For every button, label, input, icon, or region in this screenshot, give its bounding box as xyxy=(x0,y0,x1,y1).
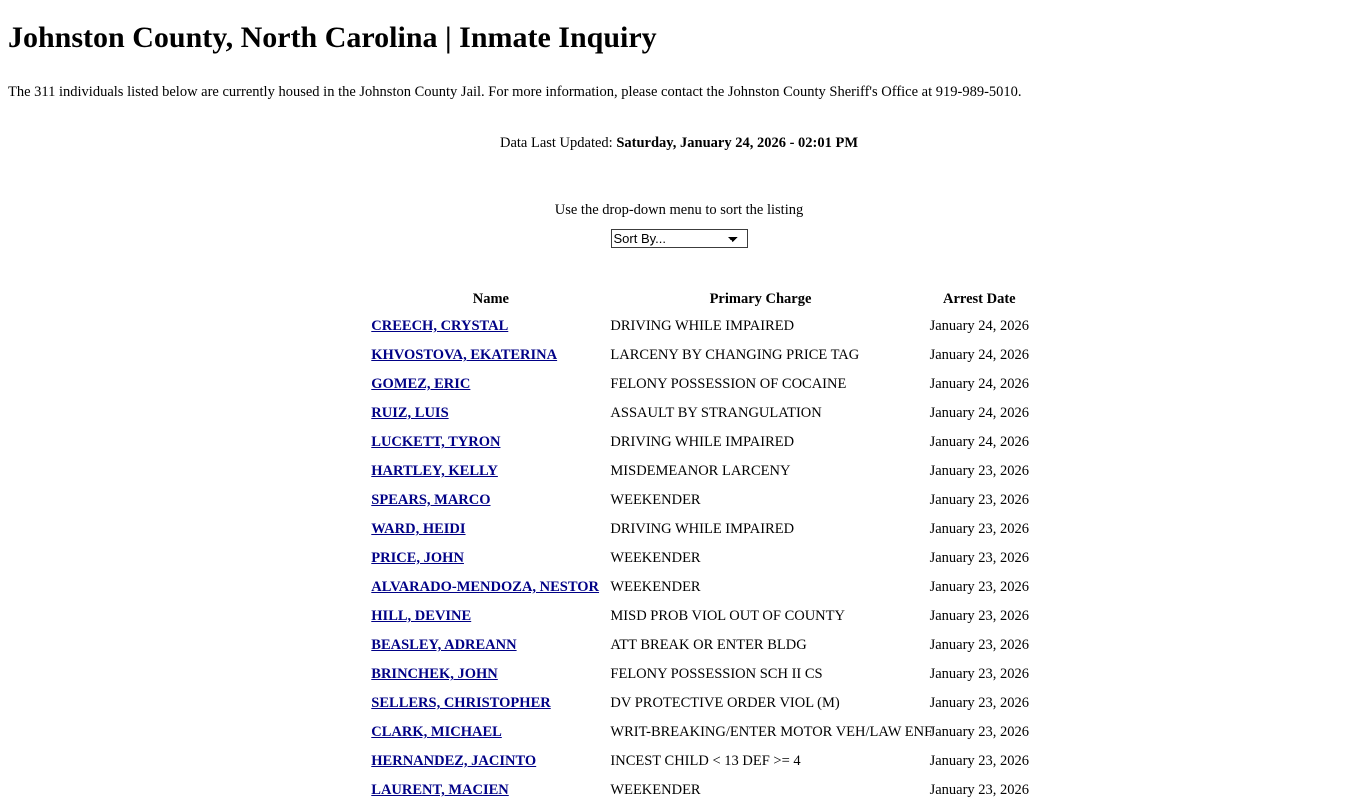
inmate-name-link[interactable]: SELLERS, CHRISTOPHER xyxy=(371,694,551,711)
primary-charge-cell: INCEST CHILD < 13 DEF >= 4 xyxy=(610,752,801,769)
spacer-cell xyxy=(8,291,371,312)
column-header-charge: Primary Charge xyxy=(709,290,812,307)
inmate-name-link[interactable]: BEASLEY, ADREANN xyxy=(371,636,517,653)
spacer-cell xyxy=(8,428,371,457)
table-row xyxy=(8,776,1048,805)
last-updated-label: Data Last Updated: xyxy=(499,134,617,151)
inmate-name-cell xyxy=(371,718,610,747)
sort-hint-text: Use the drop-down menu to sort the listing xyxy=(554,201,804,218)
sort-by-select[interactable] xyxy=(611,229,748,248)
spacer-cell xyxy=(8,457,371,486)
spacer-cell xyxy=(8,689,371,718)
table-row xyxy=(8,312,1048,341)
arrest-date-cell: January 24, 2026 xyxy=(929,346,1030,363)
table-row xyxy=(8,399,1048,428)
intro-text: The 311 individuals listed below are currently housed in the Johnston County Jail. For more information, please contact the Johnston County Sheriff's Office at 919-989-5010. xyxy=(8,83,1022,100)
inmate-name-link[interactable]: CLARK, MICHAEL xyxy=(371,723,502,740)
spacer-cell xyxy=(8,312,371,341)
spacer-cell xyxy=(8,544,371,573)
last-updated-line xyxy=(8,135,1358,152)
arrest-date-cell: January 23, 2026 xyxy=(929,636,1030,653)
inmate-name-link[interactable]: HILL, DEVINE xyxy=(371,607,472,624)
table-row xyxy=(8,660,1048,689)
spacer-cell xyxy=(8,631,371,660)
inmate-name-cell xyxy=(371,341,610,370)
primary-charge-cell: FELONY POSSESSION OF COCAINE xyxy=(610,375,847,392)
arrest-date-cell: January 23, 2026 xyxy=(929,549,1030,566)
arrest-date-cell: January 24, 2026 xyxy=(929,433,1030,450)
inmate-name-cell xyxy=(371,631,610,660)
arrest-date-cell: January 23, 2026 xyxy=(929,462,1030,479)
arrest-date-cell: January 23, 2026 xyxy=(929,578,1030,595)
primary-charge-cell: WEEKENDER xyxy=(610,491,701,508)
table-row xyxy=(8,428,1048,457)
primary-charge-cell: DV PROTECTIVE ORDER VIOL (M) xyxy=(610,694,840,711)
table-row xyxy=(8,747,1048,776)
arrest-date-cell: January 23, 2026 xyxy=(929,607,1030,624)
arrest-date-cell: January 23, 2026 xyxy=(929,665,1030,682)
table-row xyxy=(8,689,1048,718)
spacer-cell xyxy=(8,341,371,370)
inmate-name-cell xyxy=(371,776,610,805)
arrest-date-cell: January 23, 2026 xyxy=(929,491,1030,508)
primary-charge-cell: ASSAULT BY STRANGULATION xyxy=(610,404,822,421)
inmate-name-link[interactable]: RUIZ, LUIS xyxy=(371,404,449,421)
spacer-cell xyxy=(8,370,371,399)
spacer-cell xyxy=(8,573,371,602)
primary-charge-cell: WEEKENDER xyxy=(610,549,701,566)
table-row xyxy=(8,457,1048,486)
inmate-name-cell xyxy=(371,312,610,341)
table-header xyxy=(8,291,1048,312)
sort-select-container xyxy=(8,229,1358,248)
arrest-date-cell: January 24, 2026 xyxy=(929,317,1030,334)
inmate-name-link[interactable]: KHVOSTOVA, EKATERINA xyxy=(371,346,558,363)
table-row xyxy=(8,486,1048,515)
inmate-name-link[interactable]: PRICE, JOHN xyxy=(371,549,464,566)
inmate-table xyxy=(8,291,1048,805)
table-row xyxy=(8,370,1048,399)
inmate-name-link[interactable]: CREECH, CRYSTAL xyxy=(371,317,509,334)
spacer-cell xyxy=(8,747,371,776)
arrest-date-cell: January 23, 2026 xyxy=(929,723,1030,740)
column-header-name: Name xyxy=(472,290,509,307)
table-header-row xyxy=(8,291,1048,312)
primary-charge-cell: FELONY POSSESSION SCH II CS xyxy=(610,665,823,682)
primary-charge-cell: MISDEMEANOR LARCENY xyxy=(610,462,791,479)
primary-charge-cell: DRIVING WHILE IMPAIRED xyxy=(610,317,795,334)
inmate-name-link[interactable]: WARD, HEIDI xyxy=(371,520,466,537)
last-updated-value: Saturday, January 24, 2026 - 02:01 PM xyxy=(616,134,859,151)
inmate-name-cell xyxy=(371,747,610,776)
inmate-name-cell xyxy=(371,457,610,486)
primary-charge-cell: WEEKENDER xyxy=(610,578,701,595)
spacer-cell xyxy=(8,399,371,428)
arrest-date-cell: January 23, 2026 xyxy=(929,694,1030,711)
primary-charge-cell: MISD PROB VIOL OUT OF COUNTY xyxy=(610,607,845,624)
primary-charge-cell: DRIVING WHILE IMPAIRED xyxy=(610,520,795,537)
spacer-cell xyxy=(8,602,371,631)
spacer-cell xyxy=(8,718,371,747)
table-row xyxy=(8,544,1048,573)
primary-charge-cell: ATT BREAK OR ENTER BLDG xyxy=(610,636,807,653)
spacer-cell xyxy=(8,776,371,805)
inmate-name-link[interactable]: HERNANDEZ, JACINTO xyxy=(371,752,537,769)
inmate-name-link[interactable]: LUCKETT, TYRON xyxy=(371,433,501,450)
table-row xyxy=(8,573,1048,602)
inmate-name-cell xyxy=(371,602,610,631)
primary-charge-cell: WEEKENDER xyxy=(610,781,701,798)
inmate-name-cell xyxy=(371,544,610,573)
table-row xyxy=(8,341,1048,370)
primary-charge-cell: WRIT-BREAKING/ENTER MOTOR VEH/LAW ENF xyxy=(610,723,933,740)
inmate-name-cell xyxy=(371,370,610,399)
arrest-date-cell: January 24, 2026 xyxy=(929,375,1030,392)
spacer-cell xyxy=(8,486,371,515)
inmate-name-link[interactable]: GOMEZ, ERIC xyxy=(371,375,471,392)
inmate-name-cell xyxy=(371,486,610,515)
inmate-name-link[interactable]: HARTLEY, KELLY xyxy=(371,462,498,479)
arrest-date-cell: January 23, 2026 xyxy=(929,752,1030,769)
inmate-name-link[interactable]: ALVARADO-MENDOZA, NESTOR xyxy=(371,578,600,595)
column-header-date: Arrest Date xyxy=(942,290,1016,307)
inmate-name-link[interactable]: BRINCHEK, JOHN xyxy=(371,665,498,682)
table-body xyxy=(8,312,1048,805)
table-row xyxy=(8,602,1048,631)
inmate-name-cell xyxy=(371,689,610,718)
primary-charge-cell: DRIVING WHILE IMPAIRED xyxy=(610,433,795,450)
page-title: Johnston County, North Carolina | Inmate Inquiry xyxy=(8,21,657,54)
arrest-date-cell: January 24, 2026 xyxy=(929,404,1030,421)
table-row xyxy=(8,718,1048,747)
spacer-cell xyxy=(8,515,371,544)
spacer-cell xyxy=(8,660,371,689)
primary-charge-cell: LARCENY BY CHANGING PRICE TAG xyxy=(610,346,860,363)
inmate-name-cell xyxy=(371,399,610,428)
inmate-name-cell xyxy=(371,660,610,689)
arrest-date-cell: January 23, 2026 xyxy=(929,520,1030,537)
inmate-name-link[interactable]: SPEARS, MARCO xyxy=(371,491,491,508)
inmate-name-cell xyxy=(371,515,610,544)
inmate-name-cell xyxy=(371,428,610,457)
table-row xyxy=(8,631,1048,660)
inmate-name-cell xyxy=(371,573,610,602)
table-row xyxy=(8,515,1048,544)
arrest-date-cell: January 23, 2026 xyxy=(929,781,1030,798)
inmate-name-link[interactable]: LAURENT, MACIEN xyxy=(371,781,509,798)
